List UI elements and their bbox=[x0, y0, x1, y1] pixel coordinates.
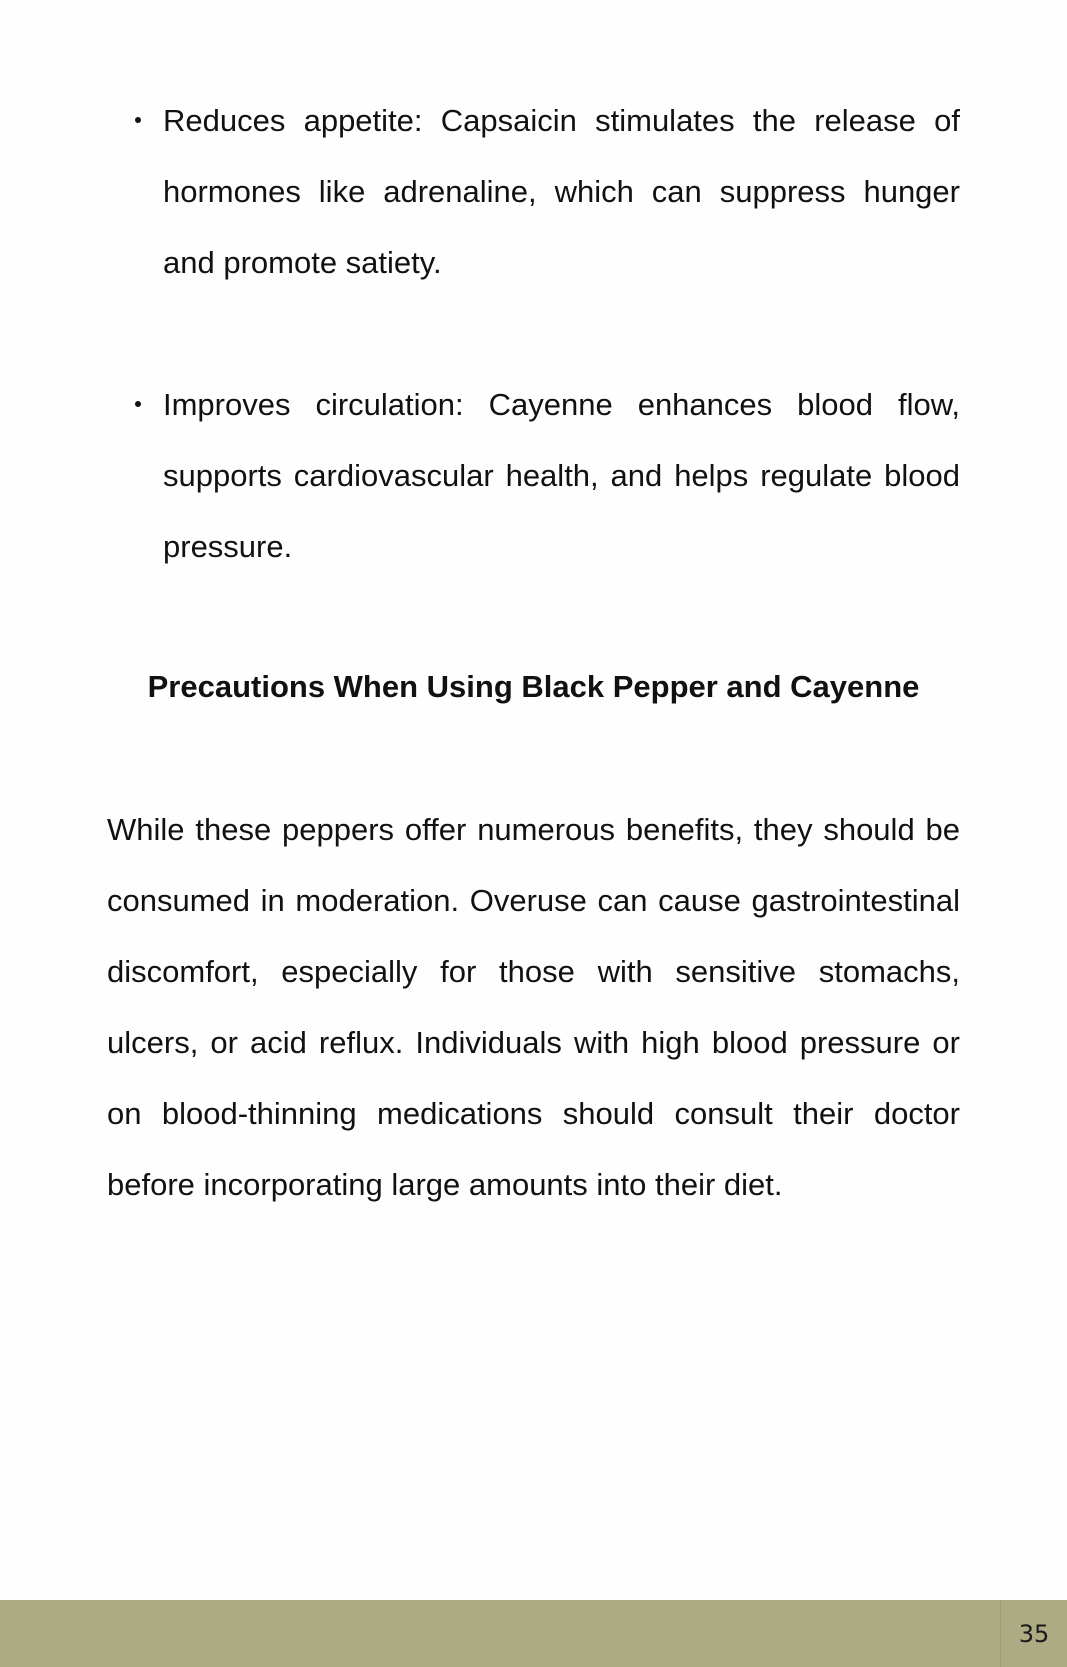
bullet-icon bbox=[135, 401, 141, 407]
body-paragraph: While these peppers offer numerous benefits, they should be consumed in moderation. Overuse can cause gastrointestinal discomfort, especially for those with sensitive stomachs, ulcers, or acid reflux. Individuals with high blood pressure or on blood-thinning medications should consult their doctor before incorporating large amounts into their diet. bbox=[107, 812, 960, 1202]
section-heading: Precautions When Using Black Pepper and Cayenne bbox=[147, 669, 920, 704]
bullet-text: Improves circulation: Cayenne enhances blood flow, supports cardiovascular health, and helps regulate blood pressure. bbox=[163, 387, 960, 564]
list-item bbox=[163, 85, 960, 298]
list-item bbox=[163, 369, 960, 582]
bullet-text: Reduces appetite: Capsaicin stimulates the release of hormones like adrenaline, which can suppress hunger and promote satiety. bbox=[163, 103, 960, 280]
page-number: 35 bbox=[1000, 1600, 1067, 1667]
bullet-icon bbox=[135, 117, 141, 123]
footer-bar bbox=[0, 1600, 1067, 1667]
benefits-list bbox=[0, 85, 1067, 582]
